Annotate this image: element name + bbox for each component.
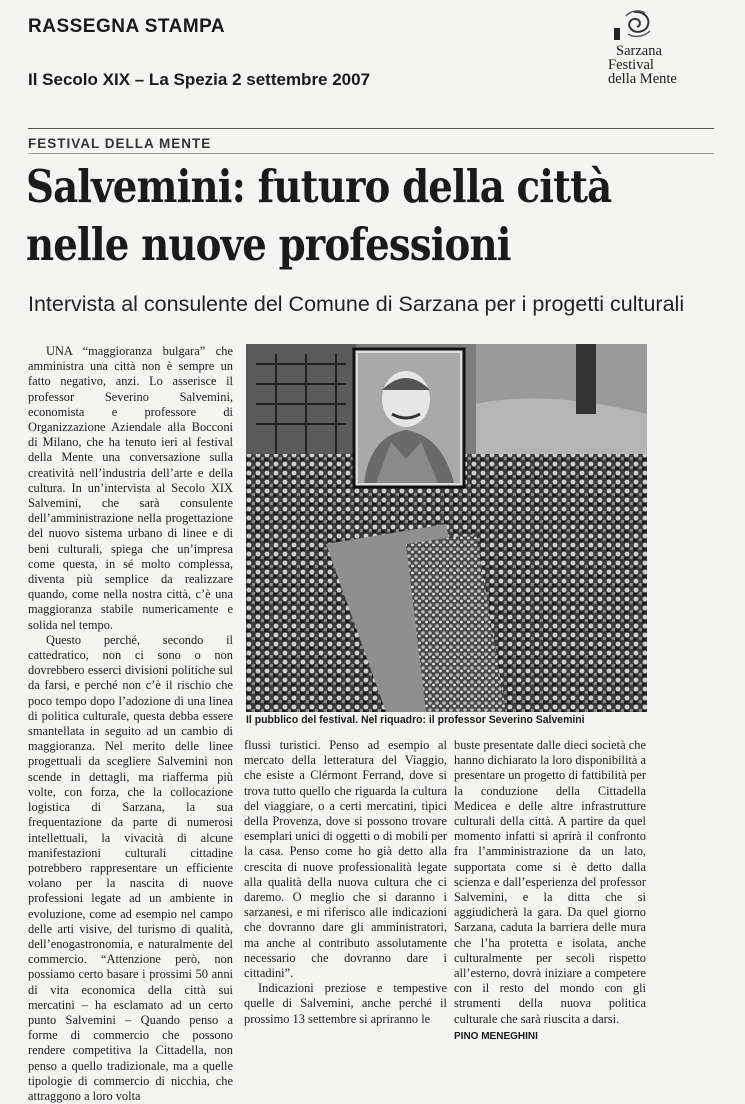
press-review-title: RASSEGNA STAMPA bbox=[28, 16, 226, 37]
photo-graphic bbox=[246, 344, 647, 712]
paragraph: buste presentate dalle dieci società che hanno dichiarato la loro disponibilità a presentare un progetto di fattibilità per la conduzione della Cittadella Medicea e delle altre infrastrutture culturali della città. A partire da quel momento infatti si aprirà il confronto fra l’amministrazione da un lato, supportata come si è detto dalla scienza e dall’esperienza del professor Salvemini, e la ditta che si aggiudicherà la gara. Da quel giorno Sarzana, caduta la barriera delle mura che l’ha protetta e isolata, anche culturalmente per secoli rispetto all’esterno, dovrà iniziare a competere con il resto del mondo con gli strumenti della nuova politica culturale che sarà riuscita a darsi. bbox=[454, 738, 646, 1026]
article-column-2 bbox=[244, 738, 447, 1027]
logo-della-mente: della Mente bbox=[608, 71, 677, 87]
publication-source: Il Secolo XIX – La Spezia 2 settembre 2007 bbox=[28, 70, 371, 89]
article-column-1 bbox=[28, 344, 233, 1104]
subheadline: Intervista al consulente del Comune di Sarzana per i progetti culturali bbox=[28, 292, 685, 316]
headline bbox=[26, 158, 628, 274]
byline: PINO MENEGHINI bbox=[454, 1030, 538, 1042]
paragraph: flussi turistici. Penso ad esempio al mercato della letteratura del Viaggio, che esiste a Clérmont Ferrand, dove si trova tutto quello che riguarda la cultura del viaggiare, o a certi mercatini, tipici della Provenza, dove si possono trovare esemplari unici di oggetti o di mobili per la casa. Penso come ho già detto alla crescita di nuove professionalità legate alla qualità della nuova cultura che ci daremo. O meglio che si daranno i sarzanesi, e mi riferisco alle indicazioni che dovranno dare gli amministratori, ma anche al contributo assolutamente necessario che dovranno dare i cittadini”. bbox=[244, 738, 447, 981]
paragraph: Indicazioni preziose e tempestive quelle di Salvemini, anche perché il prossimo 13 settembre si apriranno le bbox=[244, 981, 447, 1026]
festival-audience-photo bbox=[246, 344, 647, 712]
photo-caption: Il pubblico del festival. Nel riquadro: il professor Severino Salvemini bbox=[246, 714, 585, 726]
logo-festival: Festival bbox=[608, 57, 654, 73]
paragraph: UNA “maggioranza bulgara” che amministra una città non è sempre un fatto negativo, anzi. Lo asserisce il professor Severino Salvemini, economista e professore di Organizzazione Aziendale alla Bocconi di Milano, che ha tenuto ieri al festival della Mente una conversazione sulla creatività nell’industria dell’arte e della cultura. In un’intervista al Secolo XIX Salvemini, che sarà consulente dell’amministrazione nella progettazione del nuovo sistema urbano di linee e di beni culturali, spiega che un’impresa come questa, in sé molto complessa, diventa più semplice da realizzare quando, come nella nostra città, c’è una maggioranza stabile numericamente e solida nel tempo. bbox=[28, 344, 233, 632]
headline-line-2: nelle nuove professioni bbox=[26, 218, 511, 271]
headline-line-1: Salvemini: futuro della città bbox=[26, 160, 612, 213]
spiral-logo-icon bbox=[614, 8, 654, 42]
section-divider bbox=[28, 128, 714, 129]
paragraph: Questo perché, secondo il cattedratico, non ci sono o non dovrebbero esserci divisioni politiche sul da farsi, e perché non c’è il rischio che poco tempo dopo l’adozione di una linea di politica culturale, questa debba essere smantellata in seguito ad un cambio di maggioranza. Nel merito delle linee progettuali da scegliere Salvemini non scende in dettagli, ma riafferma più volte, con forza, che la collocazione logistica di Sarzana, la sua frequentazione da parte di numerosi intellettuali, la vivacità di alcune manifestazioni culturali cittadine potrebbero rappresentare un efficiente volano per la nascita di nuove professioni legate ad un ambiente in evoluzione, come ad esempio nel campo delle arti visive, del turismo di qualità, dell’enogastronomia, e naturalmente del commercio. “Attenzione però, non possiamo certo basare i prossimi 50 anni di vita economica della città sui mercatini – ha esclamato ad un certo punto Salvemini – Quando penso a forme di commercio che possono rendere competitiva la Cittadella, non penso a quello tradizionale, ma a quelle tipologie di commercio di nicchia, che attraggono a loro volta bbox=[28, 632, 233, 1103]
article-column-3 bbox=[454, 738, 646, 1044]
logo-city: Sarzana bbox=[616, 43, 662, 59]
section-label: FESTIVAL DELLA MENTE bbox=[28, 136, 212, 151]
section-underline bbox=[28, 153, 714, 154]
festival-logo bbox=[608, 8, 718, 88]
